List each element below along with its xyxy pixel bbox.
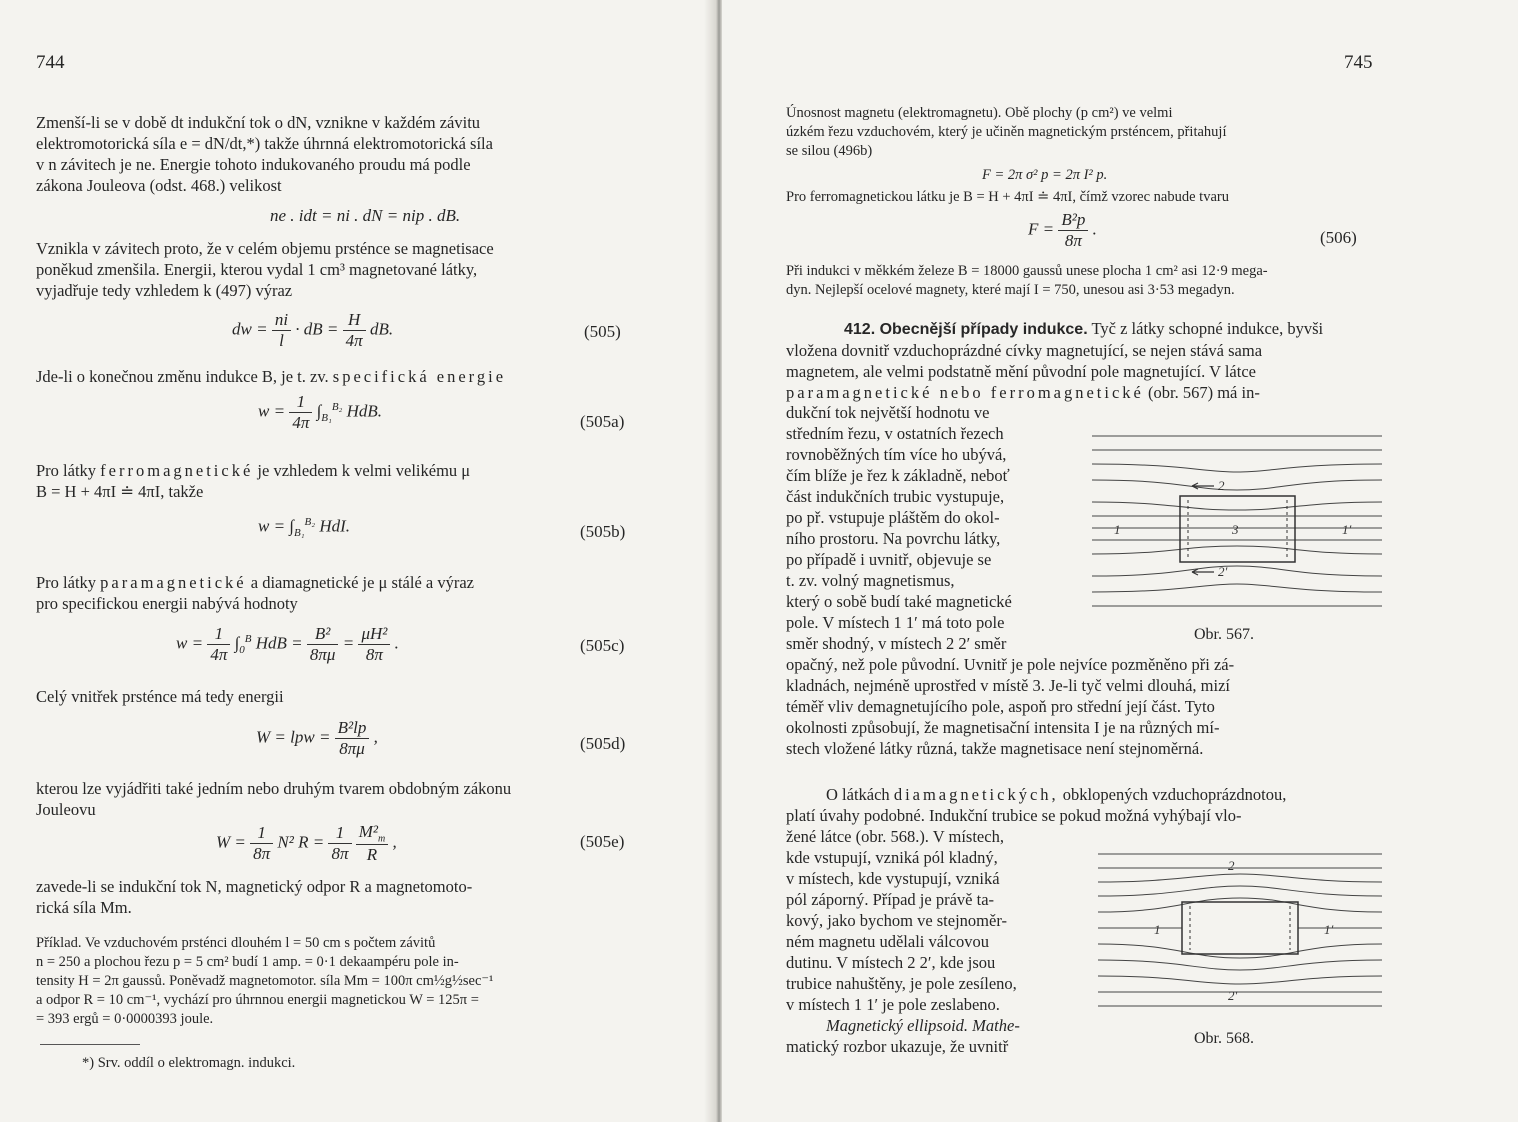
- svg-text:1: 1: [1154, 922, 1161, 937]
- paragraph-intro: Zmenší-li se v době dt indukční tok o dN, vznikne v každém závitu elektromotorická síla e = dN/dt,*) takže úhrnná elektromotorická síla v n závitech je ne. Energie tohoto indukovaného proudu má podle zákona Jouleova (odst. 468.) velikost: [36, 113, 493, 195]
- paragraph-total-energy: Celý vnitřek prsténce má tedy energii: [36, 687, 284, 706]
- equation-505c: w = $\frac{1}{4\pi}$ $\int_0^B$ HdB = $\frac{\text{B²}}{8\pi\mu}$ = $\frac{\text{μH²}}{8\pi}$ .: [176, 624, 399, 664]
- equation-505b: $w = \int_{B_1}^{B_2}$ HdI.: [258, 516, 351, 540]
- equation-force: F = 2π σ² p = 2π I² p.: [982, 167, 1108, 183]
- equation-505: dw = $\frac{ni}{l}$ · dB = $\frac{H}{4\pi}$ dB.: [232, 310, 394, 350]
- svg-text:2′: 2′: [1218, 564, 1228, 579]
- paragraph-paramagnetic: Pro látky paramagnetické a diamagnetické je μ stálé a výraz pro specifickou energii nabývá hodnoty: [36, 573, 474, 613]
- equation-label-505d: (505d): [580, 734, 626, 753]
- paragraph-ferromagnetic: Pro látky ferromagnetické je vzhledem k velmi velikému μ B = H + 4πI ≐ 4πI, takže: [36, 461, 471, 501]
- right-page: [722, 0, 1518, 1122]
- paragraph-ferromagnetic-force: Pro ferromagnetickou látku je B = H + 4πI ≐ 4πI, čímž vzorec nabude tvaru: [786, 189, 1229, 205]
- svg-text:2′: 2′: [1228, 988, 1238, 1003]
- section-412: 412. Obecnější případy indukce. Tyč z látky schopné indukce, byvši vložena dovnitř vzduchoprázdné cívky magnetující, se nejen stává sama magnetem, ale velmi podstatně mění původní pole magnetující. V látce paramagnetické nebo ferromagnetické (obr. 567) má in-: [786, 319, 1324, 402]
- footnote-rule: [40, 1044, 140, 1045]
- equation-505d: W = lpw = $\frac{\text{B²lp}}{8\pi\mu}$ ,: [256, 718, 378, 758]
- paragraph-ellipsoid: Magnetický ellipsoid. Mathe- matický rozbor ukazuje, že uvnitř: [786, 1016, 1020, 1056]
- paragraph-diamagnetic: O látkách diamagnetických, obklopených vzduchoprázdnotou, platí úvahy podobné. Indukční trubice se pokud možná vyhýbají vlo- žené látce (obr. 568.). V místech,: [786, 785, 1287, 846]
- paragraph-diamagnetic-narrow: kde vstupují, vzniká pól kladný, v místech, kde vystupují, vzniká pól záporný. Případ je právě ta- kový, jako bychom ve stejnoměr- ném magnetu udělali válcovou dutinu. V místech 2 2′, kde jsou trubice nahuštěny, je pole zesíleno, v místech 1 1′ je pole zeslabeno.: [786, 848, 1017, 1014]
- equation-label-505b: (505b): [580, 522, 626, 541]
- figure-568: [1098, 840, 1382, 1020]
- paragraph-joule: kterou lze vyjádřiti také jedním nebo druhým tvarem obdobným zákonu Jouleovu: [36, 779, 512, 819]
- section-title: 412. Obecnější případy indukce.: [844, 321, 1088, 338]
- svg-text:2: 2: [1228, 858, 1235, 873]
- page-number-left: 744: [36, 52, 65, 73]
- equation-energy: ne . idt = ni . dN = nip . dB.: [270, 206, 461, 225]
- figure-567-caption: Obr. 567.: [1194, 626, 1254, 643]
- equation-label-505a: (505a): [580, 412, 625, 431]
- equation-505a: w = $\frac{1}{4\pi}$ $\int_{B_1}^{B_2}$ HdB.: [258, 392, 383, 432]
- svg-text:1′: 1′: [1324, 922, 1334, 937]
- equation-506: F = $\frac{\text{B²p}}{8\pi}$ .: [1028, 210, 1097, 250]
- paragraph-reluctance: zavede-li se indukční tok N, magnetický odpor R a magnetomoto- rická síla Mm.: [36, 877, 473, 917]
- equation-label-505c: (505c): [580, 636, 625, 655]
- paragraph-magnetisation: Vznikla v závitech proto, že v celém objemu prsténce se magnetisace poněkud zmenšila. Energii, kterou vydal 1 cm³ magnetované látky, vyjadřuje tedy vzhledem k (497) výraz: [36, 239, 494, 300]
- figure-568-caption: Obr. 568.: [1194, 1030, 1254, 1047]
- paragraph-specific-energy: Jde-li o konečnou změnu indukce B, je t. zv. specifická energie: [36, 367, 507, 386]
- paragraph-lifting-force: Únosnost magnetu (elektromagnetu). Obě plochy (p cm²) ve velmi úzkém řezu vzduchovém, který je učiněn magnetickým prsténcem, přitahují se silou (496b): [786, 105, 1227, 159]
- svg-text:1′: 1′: [1342, 522, 1352, 537]
- equation-label-505: (505): [584, 322, 621, 341]
- section-412-narrow: dukční tok největší hodnotu ve středním řezu, v ostatních řezech rovnoběžných tím více ho ubývá, čím blíže je řez k základně, neboť část indukčních trubic vystupuje, po př. vstupuje pláštěm do okol- ního prostoru. Na povrchu látky, po případě i uvnitř, objevuje se t. zv. volný magnetismus, který o sobě budí také magnetické pole. V místech 1 1′ má toto pole směr shodný, v místech 2 2′ směr: [786, 403, 1012, 653]
- equation-label-505e: (505e): [580, 832, 625, 851]
- section-412-continued: opačný, než pole původní. Uvnitř je pole nejvíce pozměněno při zá- kladnách, nejméně uprostřed v místě 3. Je-li tyč velmi dlouhá, mizí téměř vliv demagnetujícího pole, aspoň pro střední její část. Tyto okolnosti způsobují, že magnetisační intensita I je na různých mí- stech vložené látky různá, takže magnetisace není stejnoměrná.: [786, 655, 1235, 758]
- svg-text:1: 1: [1114, 522, 1121, 537]
- svg-text:2: 2: [1218, 478, 1225, 493]
- paragraph-soft-iron: Při indukci v měkkém železe B = 18000 gaussů unese plocha 1 cm² asi 12·9 mega- dyn. Nejlepší ocelové magnety, které mají I = 750, unesou asi 3·53 megadyn.: [786, 263, 1268, 298]
- equation-label-506: (506): [1320, 228, 1357, 247]
- footnote: *) Srv. oddíl o elektromagn. indukci.: [82, 1055, 296, 1071]
- svg-text:3: 3: [1232, 522, 1239, 537]
- example-block: Příklad. Ve vzduchovém prsténci dlouhém l = 50 cm s počtem závitů n = 250 a plochou řezu p = 5 cm² budí 1 amp. = 0·1 dekaampéru pole in- tensity H = 2π gaussů. Poněvadž magnetomotor. síla Mm = 100π cm½g½sec⁻¹ a odpor R = 10 cm⁻¹, vychází pro úhrnnou energii magnetickou W = 125π = = 393 ergů = 0·0000393 joule.: [36, 935, 494, 1027]
- page-number-right: 745: [1344, 52, 1373, 73]
- equation-505e: W = $\frac{1}{8\pi}$ N² R = $\frac{1}{8\pi}$ $\frac{M^2_m}{R}$ ,: [216, 822, 397, 865]
- left-page: [0, 0, 720, 1122]
- figure-567: [1092, 420, 1382, 620]
